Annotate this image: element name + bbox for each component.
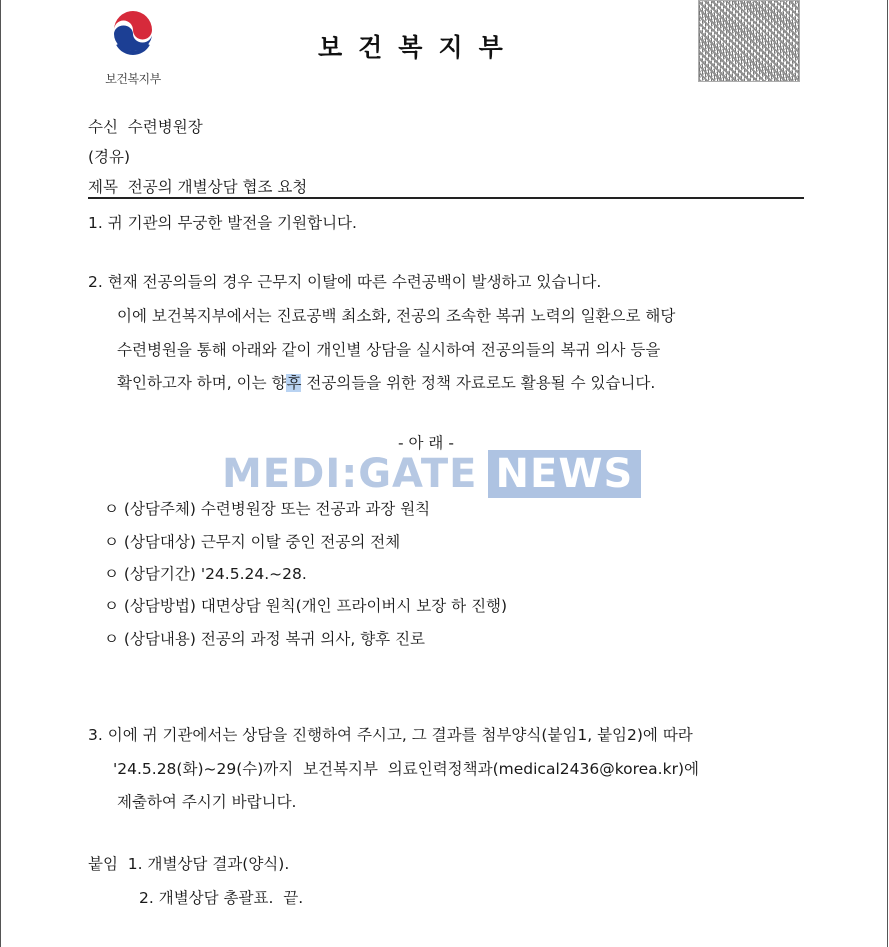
attachment-line-2: 2. 개별상담 총괄표. 끝. bbox=[139, 889, 304, 907]
paragraph-2-line-4-start: 확인하고자 하며, 이는 향 bbox=[117, 374, 287, 392]
subject-line: 제목 전공의 개별상담 협조 요청 bbox=[88, 178, 308, 196]
header-divider bbox=[88, 197, 804, 199]
list-item: ㅇ (상담내용) 전공의 과정 복귀 의사, 향후 진로 bbox=[104, 630, 426, 648]
list-item: ㅇ (상담방법) 대면상담 원칙(개인 프라이버시 보장 하 진행) bbox=[104, 597, 508, 615]
paragraph-2-line-4 bbox=[117, 371, 655, 393]
paragraph-2-line-1: 2. 현재 전공의들의 경우 근무지 이탈에 따른 수련공백이 발생하고 있습니다. bbox=[88, 273, 602, 291]
list-item: ㅇ (상담대상) 근무지 이탈 중인 전공의 전체 bbox=[104, 533, 401, 551]
paragraph-3-line-1: 3. 이에 귀 기관에서는 상담을 진행하여 주시고, 그 결과를 첨부양식(붙임1, 붙임2)에 따라 bbox=[88, 726, 693, 744]
paragraph-3-line-2: '24.5.28(화)~29(수)까지 보건복지부 의료인력정책과(medical2436@korea.kr)에 bbox=[113, 760, 699, 778]
attachment-line-1: 붙임 1. 개별상담 결과(양식). bbox=[88, 855, 290, 873]
medigate-news-watermark bbox=[222, 450, 641, 498]
ministry-title: 보건복지부 bbox=[318, 33, 519, 62]
list-item: ㅇ (상담기간) '24.5.24.~28. bbox=[104, 565, 307, 583]
text-selection-highlight[interactable]: 후 bbox=[286, 374, 302, 392]
list-item: ㅇ (상담주체) 수련병원장 또는 전공과 과장 원칙 bbox=[104, 500, 431, 518]
paragraph-2-line-3: 수련병원을 통해 아래와 같이 개인별 상담을 실시하여 전공의들의 복귀 의사 등을 bbox=[117, 341, 661, 359]
via-line: (경유) bbox=[88, 148, 131, 166]
watermark-news: NEWS bbox=[488, 450, 642, 498]
qr-code bbox=[698, 0, 800, 82]
recipient-line: 수신 수련병원장 bbox=[88, 118, 203, 136]
paragraph-2-line-4-end: 전공의들을 위한 정책 자료로도 활용될 수 있습니다. bbox=[301, 374, 656, 392]
logo-text: 보건복지부 bbox=[105, 72, 161, 86]
section-heading: - 아 래 - bbox=[398, 434, 454, 452]
paragraph-1: 1. 귀 기관의 무궁한 발전을 기원합니다. bbox=[88, 214, 357, 232]
ministry-logo bbox=[90, 8, 180, 88]
paragraph-2-line-2: 이에 보건복지부에서는 진료공백 최소화, 전공의 조속한 복귀 노력의 일환으로 해당 bbox=[117, 307, 676, 325]
taegeuk-emblem-icon bbox=[108, 10, 158, 60]
watermark-brand: MEDI:GATE bbox=[222, 451, 478, 497]
paragraph-3-line-3: 제출하여 주시기 바랍니다. bbox=[117, 793, 297, 811]
